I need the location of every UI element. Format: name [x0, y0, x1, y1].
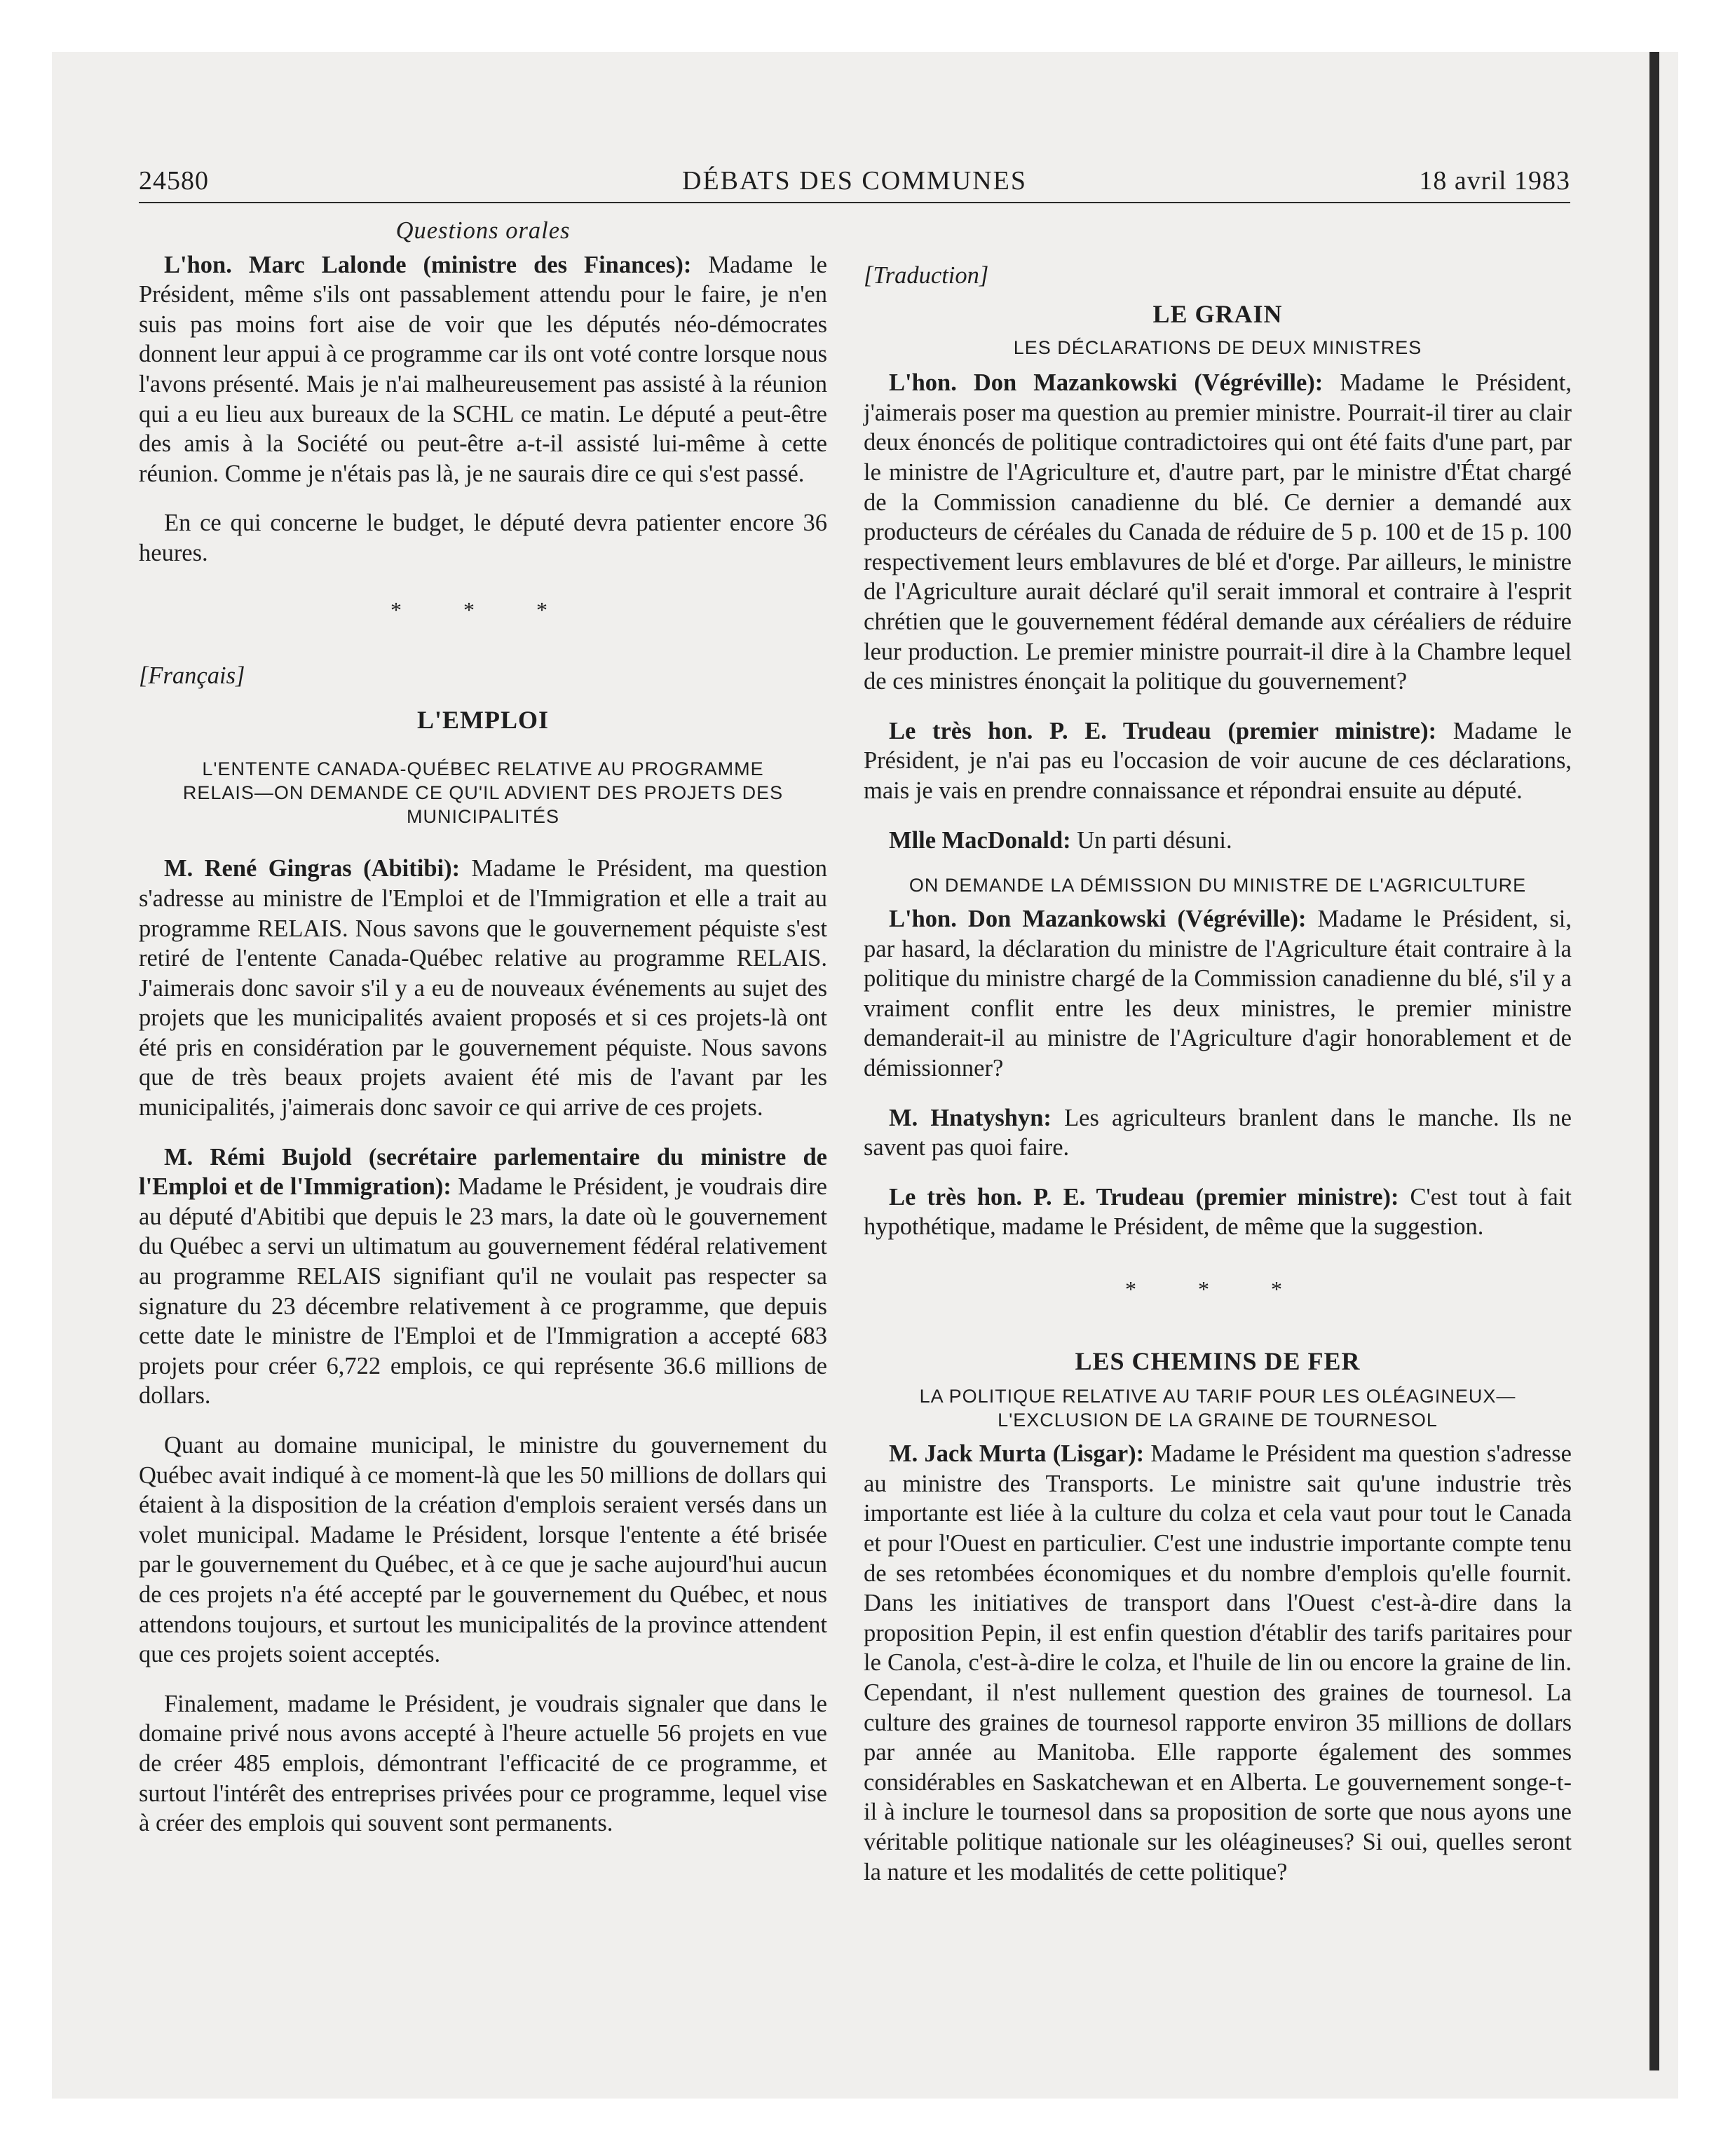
speech-text: Madame le Président, si, par hasard, la déclaration du ministre de l'Agriculture était contraire à la politique du ministre chargé de la Commission canadienne du blé, s'il y a vraiment conflit entre les deux ministres, le premier ministre demanderait-il au ministre de l'Agriculture d'agir honorablement et de démissionner?: [864, 906, 1572, 1082]
paragraph-bujold: [139, 1142, 827, 1411]
speaker-name: Mlle MacDonald:: [889, 826, 1071, 854]
subheading-line: RELAIS—ON DEMANDE CE QU'IL ADVIENT DES PROJETS DES: [182, 782, 784, 804]
speech-text: Madame le Président, ma question s'adresse au ministre de l'Emploi et de l'Immigration et elle a trait au programme RELAIS. Nous savons que le gouvernement péquiste s'est retiré de l'entente Canada-Québec relative au programme RELAIS. J'aimerais donc savoir s'il y a eu de nouveaux événements au sujet des projets que les municipalités avaient proposés et si ces projets-là ont été pris en considération par le gouvernement péquiste. Nous savons que de très beaux projets avaient été mis de l'avant par les municipalités, j'aimerais donc savoir ce qui arrive de ces projets.: [139, 855, 827, 1121]
section-heading-chemins: LES CHEMINS DE FER: [1075, 1346, 1361, 1375]
paragraph-mazankowski-1: [864, 368, 1572, 697]
language-tag: [Français]: [139, 662, 245, 690]
subheading-demission: ON DEMANDE LA DÉMISSION DU MINISTRE DE L'AGRICULTURE: [909, 875, 1527, 896]
paragraph-mazankowski-2: [864, 904, 1572, 1084]
separator-stars: * * *: [390, 596, 576, 622]
speaker-name: M. Hnatyshyn:: [889, 1104, 1052, 1131]
paragraph-prive: Finalement, madame le Président, je voudrais signaler que dans le domaine privé nous avons accepté à l'heure actuelle 56 projets en vue de créer 485 emplois, démontrant l'efficacité de ce programme, et surtout l'intérêt des entreprises privées pour ce programme, lequel vise à créer des emplois qui souvent sont permanents.: [139, 1690, 827, 1837]
publication-title: DÉBATS DES COMMUNES: [682, 166, 1027, 196]
paragraph-trudeau-1: [864, 716, 1572, 806]
left-column: [139, 210, 827, 1838]
speech-text: Madame le Président ma question s'adresse au ministre des Transports. Le ministre sait qu'une industrie très importante est liée à la culture du colza et cela vaut pour tout le Canada et pour l'Ouest en particulier. C'est une industrie importante compte tenu de ses retombées économiques et du nombre d'emplois qu'elle fournit. Dans les initiatives de transport dans l'Ouest c'est-à-dire dans la proposition Pepin, il est enfin question d'établir des tarifs paritaires pour le Canola, c'est-à-dire le colza, et l'huile de lin ou encore la graine de lin. Cependant, il n'est nullement question des graines de tournesol. La culture des graines de tournesol rapporte environ 35 millions de dollars par année au Manitoba. Elle rapporte également des sommes considérables en Saskatchewan et en Alberta. Le gouvernement songe-t-il à inclure le tournesol dans sa proposition de sorte que nous ayons une véritable politique nationale sur les oléagineuses? Si oui, quelles seront la nature et les modalités de cette politique?: [864, 1440, 1572, 1885]
paragraph-gingras: [139, 854, 827, 1122]
paragraph-hnatyshyn: [864, 1103, 1572, 1163]
speaker-name: M. Jack Murta (Lisgar):: [889, 1440, 1145, 1468]
speaker-name: Le très hon. P. E. Trudeau (premier ministre):: [889, 717, 1437, 744]
subheading-declarations: LES DÉCLARATIONS DE DEUX MINISTRES: [1013, 337, 1422, 359]
paragraph-budget: En ce qui concerne le budget, le député devra patienter encore 36 heures.: [139, 510, 827, 566]
speaker-name: L'hon. Don Mazankowski (Végréville):: [889, 906, 1307, 933]
header-rule: [139, 202, 1570, 203]
paragraph-macdonald: [864, 826, 1572, 856]
subheading-line: LA POLITIQUE RELATIVE AU TARIF POUR LES OLÉAGINEUX—: [919, 1386, 1516, 1407]
page-header: [139, 165, 1570, 200]
speech-text: Madame le Président, je voudrais dire au député d'Abitibi que depuis le 23 mars, la date où le gouvernement du Québec a servi un ultimatum au gouvernement fédéral relativement au programme RELAIS signifiant qu'il ne voulait pas respecter sa signature du 23 décembre relativement à ce programme, que depuis cette date le ministre de l'Emploi et de l'Immigration a accepté 683 projets pour créer 6,722 emplois, ce qui représente 36.6 millions de dollars.: [139, 1173, 827, 1410]
speech-text: Les agriculteurs branlent dans le manche. Ils ne savent pas quoi faire.: [864, 1104, 1572, 1161]
speech-text: C'est tout à fait hypothétique, madame le Président, de même que la suggestion.: [864, 1183, 1572, 1241]
speech-text: Madame le Président, même s'ils ont passablement attendu pour le faire, je n'en suis pas moins fort aise de voir que les députés néo-démocrates donnent leur appui à ce programme car ils ont voté contre lorsque nous l'avons présenté. Mais je n'ai malheureusement pas assisté à la réunion qui a eu lieu aux bureaux de la SCHL ce matin. Le député a peut-être des amis à la Société ou peut-être a-t-il assisté lui-même à cette réunion. Comme je n'étais pas là, je ne saurais dire ce qui s'est passé.: [139, 251, 827, 487]
subheading-oleagineux: [864, 1384, 1572, 1432]
paragraph-lalonde: [139, 250, 827, 489]
speaker-name: Le très hon. P. E. Trudeau (premier ministre):: [889, 1183, 1399, 1210]
speaker-name: M. René Gingras (Abitibi):: [164, 855, 461, 882]
page-number: 24580: [139, 166, 209, 196]
speaker-name: M. Rémi Bujold (secrétaire parlementaire du ministre de l'Emploi et de l'Immigration):: [139, 1143, 827, 1201]
subheading-entente: [139, 757, 827, 828]
paragraph-trudeau-2: [864, 1182, 1572, 1242]
separator-stars: * * *: [1125, 1276, 1310, 1302]
page-edge-shadow: [1649, 52, 1659, 2070]
speaker-name: L'hon. Marc Lalonde (ministre des Finances):: [164, 251, 692, 278]
speech-text: Madame le Président, je n'ai pas eu l'occasion de voir aucune de ces déclarations, mais je vais en prendre connaissance et répondrai ensuite au député.: [864, 717, 1572, 804]
language-tag: [Traduction]: [864, 262, 989, 289]
right-column: [864, 210, 1572, 1887]
speech-text: Un parti désuni.: [1070, 826, 1232, 854]
subheading-line: L'ENTENTE CANADA-QUÉBEC RELATIVE AU PROGRAMME: [202, 758, 764, 780]
subheading-line: L'EXCLUSION DE LA GRAINE DE TOURNESOL: [998, 1410, 1438, 1431]
issue-date: 18 avril 1983: [1419, 166, 1570, 196]
section-heading-emploi: L'EMPLOI: [416, 705, 550, 734]
paragraph-municipal: Quant au domaine municipal, le ministre du gouvernement du Québec avait indiqué à ce moment-là que les 50 millions de dollars qui étaient à la disposition de la création d'emplois seraient versés dans un volet municipal. Madame le Président, lorsque l'entente a été brisée par le gouvernement du Québec, et à ce que je sache aujourd'hui aucun de ces projets n'a été accepté par le gouvernement du Québec, et nous attendons toujours, et surtout les municipalités de la province attendent que ces projets soient acceptés.: [139, 1432, 827, 1668]
speaker-name: L'hon. Don Mazankowski (Végréville):: [889, 369, 1324, 397]
paragraph-murta: [864, 1439, 1572, 1887]
subheading-line: MUNICIPALITÉS: [406, 806, 560, 828]
speech-text: Madame le Président, j'aimerais poser ma question au premier ministre. Pourrait-il tirer au clair deux énoncés de politique contradictoires qui ont été faits d'une part, par le ministre de l'Agriculture et, d'autre part, par le ministre d'État chargé de la Commission canadienne du blé. Ce dernier a demandé aux producteurs de céréales du Canada de réduire de 5 p. 100 et de 15 p. 100 respectivement leurs emblavures de blé et d'orge. Par ailleurs, le ministre de l'Agriculture aurait déclaré qu'il serait immoral et contraire à l'esprit chrétien que le gouvernement fédéral demande aux céréaliers de réduire leur production. Le premier ministre pourrait-il dire à la Chambre lequel de ces ministres énonçait la politique du gouvernement?: [864, 369, 1572, 695]
section-title: Questions orales: [395, 217, 571, 244]
section-heading-grain: LE GRAIN: [1152, 299, 1283, 328]
